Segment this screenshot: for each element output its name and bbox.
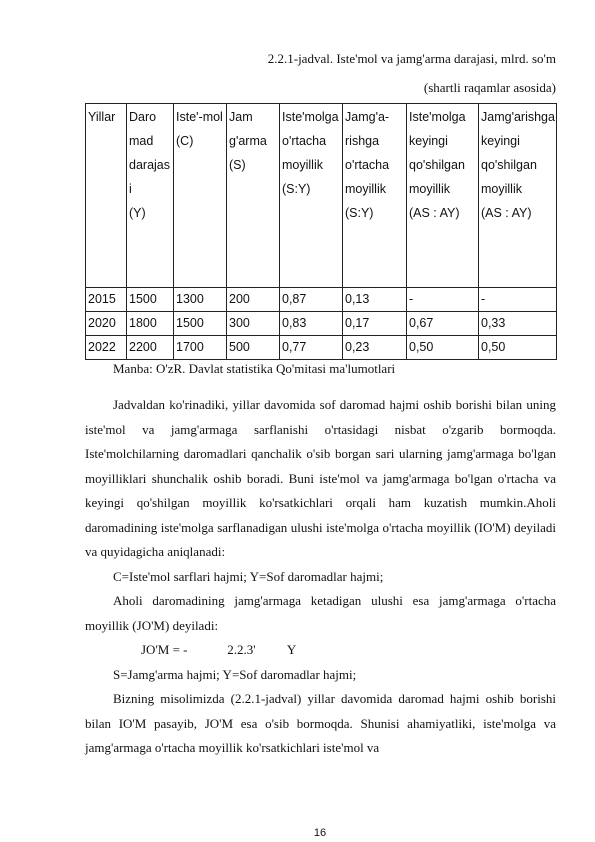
table-cell: 1300 xyxy=(174,288,227,312)
header-line: (S) xyxy=(229,158,246,172)
header-line: mad xyxy=(129,134,154,148)
table-cell: 300 xyxy=(227,312,280,336)
table-header-cell xyxy=(227,104,280,288)
header-line: (AS : AY) xyxy=(409,206,460,220)
header-line: (AS : AY) xyxy=(481,206,532,220)
paragraph: S=Jamg'arma hajmi; Y=Sof daromadlar hajmi; xyxy=(113,666,357,682)
header-line: rishga xyxy=(345,134,380,148)
paragraph: Aholi daromadining jamg'armaga ketadigan ulushi esa jamg'armaga o'rtacha moyillik (JO'M) deyiladi: xyxy=(85,593,556,633)
formula-var: Y xyxy=(286,642,297,657)
header-line: moyillik xyxy=(481,182,522,196)
paragraph: C=Iste'mol sarflari hajmi; Y=Sof daromadlar hajmi; xyxy=(113,568,384,584)
header-line: (S:Y) xyxy=(282,182,311,196)
table-header-cell xyxy=(407,104,479,288)
table-header-cell xyxy=(479,104,557,288)
formula xyxy=(85,638,556,663)
table-cell: 0,83 xyxy=(280,312,343,336)
table-caption: 2.2.1-jadval. Iste'mol va jamg'arma darajasi, mlrd. so'm xyxy=(267,51,556,66)
paragraph: Bizning misolimizda (2.2.1-jadval) yillar davomida daromad hajmi oshib borishi bilan IO'M pasayib, JO'M esa o'sib bormoqda. Shunisi ahamiyatliki, iste'molga va jamg'armaga o'rtacha moyillik ko'rsatkichlari iste'mol va xyxy=(85,691,556,755)
paragraph: Jadvaldan ko'rinadiki, yillar davomida sof daromad hajmi oshib borishi bilan uning iste'mol va jamg'armaga sarflanishi o'rtasidagi nisbat o'zgarib bormoqda. Iste'molchilarning daromadlari qanchalik o'sib borgan sari ularning jamg'armaga bo'lgan moyilliklari shunchalik oshib boradi. Buni iste'mol va jamg'armaga bo'lgan o'rtacha va keyingi qo'shilgan moyillik ko'rsatkichlari orqali ham kuzatish mumkin.Aholi daromadining iste'molga sarflanadigan ulushi iste'molga o'rtacha moyillik (IO'M) deyiladi va quyidagicha aniqlanadi: xyxy=(85,397,556,559)
table-cell: 0,87 xyxy=(280,288,343,312)
table-cell: 0,17 xyxy=(343,312,407,336)
header-line: qo'shilgan xyxy=(409,158,465,172)
header-line: Daro xyxy=(129,110,157,124)
header-line: Iste'molga xyxy=(409,110,466,124)
table-header-cell xyxy=(343,104,407,288)
table-cell: 2200 xyxy=(127,336,174,360)
table-cell: 200 xyxy=(227,288,280,312)
header-line: moyillik xyxy=(345,182,386,196)
table-cell: 1800 xyxy=(127,312,174,336)
table-cell: 500 xyxy=(227,336,280,360)
header-line: moyillik xyxy=(282,158,323,172)
table-header-cell xyxy=(174,104,227,288)
table-cell: 0,13 xyxy=(343,288,407,312)
header-line: qo'shilgan xyxy=(481,158,537,172)
header-line: moyillik xyxy=(409,182,450,196)
table-cell: 2022 xyxy=(86,336,127,360)
header-line: o'rtacha xyxy=(282,134,327,148)
table-cell: - xyxy=(479,288,557,312)
header-line: Iste'molga xyxy=(282,110,339,124)
header-line: g'arma xyxy=(229,134,267,148)
header-line: i xyxy=(129,182,132,196)
header-line: Yillar xyxy=(88,110,116,124)
table-row xyxy=(86,336,557,360)
header-line: (Y) xyxy=(129,206,146,220)
data-table xyxy=(85,103,557,360)
table-source-note: Manba: O'zR. Davlat statistika Qo'mitasi ma'lumotlari xyxy=(113,361,396,376)
header-line: Jamg'a- xyxy=(345,110,390,124)
formula-ref: 2.2.3' xyxy=(227,642,256,657)
table-cell: 0,77 xyxy=(280,336,343,360)
table-header-cell xyxy=(280,104,343,288)
table-cell: 1700 xyxy=(174,336,227,360)
table-cell: 2015 xyxy=(86,288,127,312)
table-cell: 0,33 xyxy=(479,312,557,336)
header-line: o'rtacha xyxy=(345,158,390,172)
table-cell: - xyxy=(407,288,479,312)
table-row xyxy=(86,312,557,336)
table-header-cell xyxy=(127,104,174,288)
page-number: 16 xyxy=(313,827,327,839)
table-body xyxy=(86,288,557,360)
header-line: (C) xyxy=(176,134,194,148)
table-caption-note: (shartli raqamlar asosida) xyxy=(423,80,556,95)
table-row xyxy=(86,288,557,312)
formula-lhs: JO'M = - xyxy=(141,642,188,657)
table-cell: 2020 xyxy=(86,312,127,336)
header-line: keyingi xyxy=(409,134,448,148)
table-cell: 0,50 xyxy=(479,336,557,360)
table-header-cell xyxy=(86,104,127,288)
header-line: Iste'-mol xyxy=(176,110,223,124)
table-cell: 1500 xyxy=(174,312,227,336)
header-line: (S:Y) xyxy=(345,206,374,220)
table-header-row xyxy=(86,104,557,288)
header-line: Jamg'arishga xyxy=(481,110,555,124)
table-cell: 0,50 xyxy=(407,336,479,360)
header-line: darajas xyxy=(129,158,170,172)
body-text xyxy=(85,393,556,761)
table-cell: 0,67 xyxy=(407,312,479,336)
table-cell: 0,23 xyxy=(343,336,407,360)
header-line: keyingi xyxy=(481,134,520,148)
table-cell: 1500 xyxy=(127,288,174,312)
header-line: Jam xyxy=(229,110,253,124)
